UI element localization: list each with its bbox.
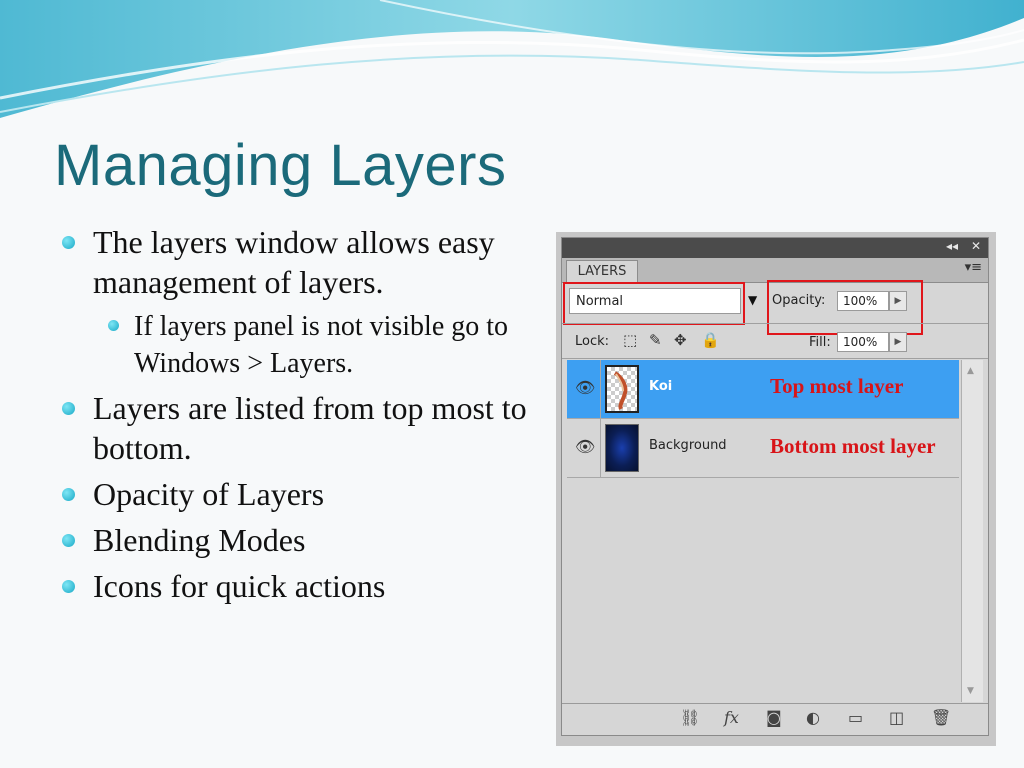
close-icon[interactable]: ✕ [971,239,982,253]
lock-image-pixels-icon[interactable]: ✎ [649,331,662,349]
visibility-cell [567,419,601,477]
new-group-icon[interactable]: ▭ [848,708,864,727]
header-wave-decoration [0,0,1024,130]
scroll-down-icon[interactable]: ▼ [967,686,974,696]
delete-layer-icon[interactable]: 🗑 [931,708,952,727]
bullet-item: Blending Modes [62,520,532,560]
sub-bullet-item: If layers panel is not visible go to Windows > Layers. [62,308,532,382]
panel-title-bar [562,238,988,258]
tab-layers[interactable]: LAYERS [566,260,638,283]
layer-thumbnail-background [605,424,639,472]
layers-panel [561,237,989,736]
divider [562,358,988,359]
annotation-top-most-layer: Top most layer [770,374,904,398]
layer-name: Background [649,438,727,453]
lock-position-icon[interactable]: ✥ [674,331,687,349]
opacity-highlight [767,280,923,335]
lock-label: Lock: [575,334,610,349]
chevron-down-icon[interactable]: ▼ [748,293,758,307]
lock-transparent-pixels-icon[interactable]: ⬚ [623,331,638,349]
adjustment-layer-icon[interactable]: ◐ [806,708,820,727]
layer-mask-icon[interactable]: ◙ [766,708,782,727]
layers-list [567,360,959,702]
bullet-list [62,222,532,612]
lock-all-icon[interactable]: 🔒 [701,331,720,349]
panel-menu-icon[interactable]: ▾≡ [964,260,982,275]
new-layer-icon[interactable]: ◫ [889,708,905,727]
fill-input[interactable]: 100% [837,332,889,352]
bullet-item: Icons for quick actions [62,566,532,606]
layer-style-icon[interactable]: fx [724,708,739,727]
slide-title: Managing Layers [54,133,507,198]
bullet-item: The layers window allows easy management of layers. [62,222,532,302]
fill-label: Fill: [809,335,831,350]
layer-name: Koi [649,379,673,394]
layers-scrollbar[interactable] [961,360,983,702]
divider [562,323,988,324]
bullet-item: Opacity of Layers [62,474,532,514]
eye-icon[interactable]: 👁 [575,437,596,456]
annotation-bottom-most-layer: Bottom most layer [770,434,936,458]
fill-slider-button[interactable]: ▶ [889,332,907,352]
layer-thumbnail-koi [605,365,639,413]
opacity-slider-button[interactable]: ▶ [889,291,907,311]
opacity-input[interactable]: 100% [837,291,889,311]
blend-mode-highlight [563,282,745,325]
bullet-item: Layers are listed from top most to bottom. [62,388,532,468]
collapse-icon[interactable]: ◂◂ [946,239,959,253]
link-layers-icon[interactable]: ⛓ [680,708,701,727]
eye-icon[interactable]: 👁 [575,378,596,397]
panel-action-bar [562,703,988,734]
blend-mode-select[interactable]: Normal [569,288,741,314]
scroll-up-icon[interactable]: ▲ [967,366,974,376]
opacity-label: Opacity: [772,293,826,308]
visibility-cell [567,360,601,418]
